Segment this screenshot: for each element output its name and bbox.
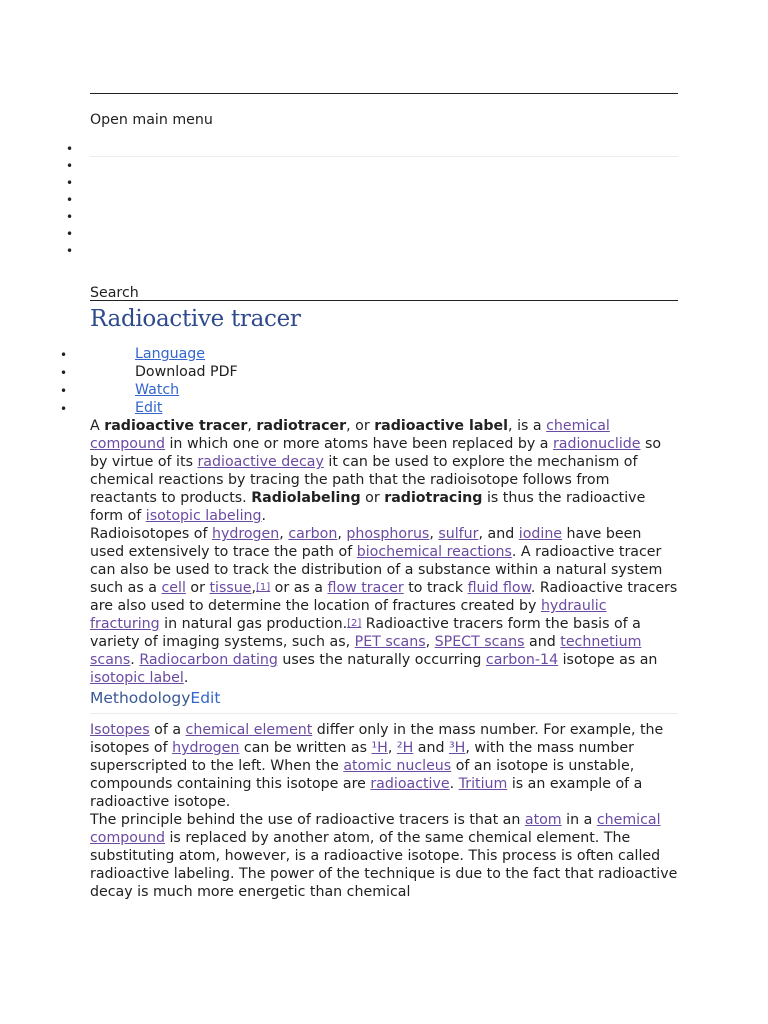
link-isotopes[interactable]: Isotopes xyxy=(90,722,150,738)
link-radiocarbon-dating[interactable]: Radiocarbon dating xyxy=(139,652,278,668)
link-atom[interactable]: atom xyxy=(524,812,562,828)
link-tritium[interactable]: Tritium xyxy=(458,776,508,792)
link-iodine[interactable]: iodine xyxy=(518,526,563,542)
lead-paragraph: A radioactive tracer, radiotracer, or radioactive label, is a chemical compound in which one or more atoms have been replaced by a radionuclide so by virtue of its radioactive decay it can be used to explore the mechanism of chemical reactions by tracing the path that the radioisotope follows from reactants to products. Radiolabeling or radiotracing is thus the radioactive form of isotopic labeling. xyxy=(90,418,662,524)
menu-list-item[interactable] xyxy=(0,191,10,208)
action-watch xyxy=(0,381,238,399)
action-language xyxy=(0,345,238,363)
section-heading-methodology: MethodologyEdit xyxy=(90,689,221,707)
menu-list-item[interactable] xyxy=(0,140,10,157)
menu-list-item[interactable] xyxy=(0,157,10,174)
link-chemical-element[interactable]: chemical element xyxy=(185,722,313,738)
page-title: Radioactive tracer xyxy=(90,306,301,332)
link-sulfur[interactable]: sulfur xyxy=(438,526,479,542)
link-tritium-symbol[interactable]: ³H xyxy=(448,740,466,756)
link-radioactive[interactable]: radioactive xyxy=(370,776,450,792)
action-edit xyxy=(0,399,238,417)
edit-link[interactable]: Edit xyxy=(135,400,163,416)
link-hydrogen-2[interactable]: hydrogen xyxy=(172,740,240,756)
link-isotopic-label[interactable]: isotopic label xyxy=(90,670,184,686)
link-flow-tracer[interactable]: flow tracer xyxy=(327,580,404,596)
watch-link[interactable]: Watch xyxy=(135,382,180,398)
menu-divider xyxy=(90,156,678,157)
link-cell[interactable]: cell xyxy=(161,580,186,596)
link-protium[interactable]: ¹H xyxy=(371,740,388,756)
search-input[interactable]: Search xyxy=(90,285,139,301)
link-isotopic-labeling[interactable]: isotopic labeling xyxy=(145,508,262,524)
link-technetium-scans[interactable]: technetium scans xyxy=(90,634,642,668)
isotopes-paragraph: Isotopes of a chemical element differ only in the mass number. For example, the isotopes of hydrogen can be written as ¹H, ²H and ³H, with the mass number superscripted to the left. When the atomic nucleus of an isotope is unstable, compounds containing this isotope are radioactive. Tritium is an example of a radioactive isotope. xyxy=(90,722,664,810)
link-biochemical-reactions[interactable]: biochemical reactions xyxy=(356,544,512,560)
link-deuterium[interactable]: ²H xyxy=(396,740,414,756)
reference-1[interactable]: [1] xyxy=(256,582,271,593)
open-main-menu-button[interactable]: Open main menu xyxy=(90,112,213,128)
link-hydrogen[interactable]: hydrogen xyxy=(211,526,280,542)
link-carbon-14[interactable]: carbon-14 xyxy=(485,652,559,668)
link-phosphorus[interactable]: phosphorus xyxy=(346,526,430,542)
link-tissue[interactable]: tissue xyxy=(209,580,252,596)
link-hydraulic-fracturing[interactable]: hydraulic fracturing xyxy=(90,598,607,632)
uses-paragraph: Radioisotopes of hydrogen, carbon, phosphorus, sulfur, and iodine have been used extensively to trace the path of biochemical reactions. A radioactive tracer can also be used to track the distribution of a substance within a natural system such as a cell or tissue,[1] or as a flow tracer to track fluid flow. Radioactive tracers are also used to determine the location of fractures created by hydraulic fracturing in natural gas production.[2] Radioactive tracers form the basis of a variety of imaging systems, such as, PET scans, SPECT scans and technetium scans. Radiocarbon dating uses the naturally occurring carbon-14 isotope as an isotopic label. xyxy=(90,526,678,686)
menu-list-item[interactable] xyxy=(0,208,10,225)
section-edit-link[interactable]: Edit xyxy=(190,689,221,707)
action-download-pdf[interactable] xyxy=(0,363,238,381)
link-spect-scans[interactable]: SPECT scans xyxy=(434,634,525,650)
page-actions xyxy=(0,345,238,417)
main-menu-list xyxy=(0,140,10,259)
article-body xyxy=(90,417,678,901)
link-chemical-compound[interactable]: chemical compound xyxy=(90,418,610,452)
section-divider xyxy=(90,713,678,714)
link-carbon[interactable]: carbon xyxy=(288,526,338,542)
link-fluid-flow[interactable]: fluid flow xyxy=(467,580,531,596)
download-pdf-label[interactable]: Download PDF xyxy=(135,364,238,380)
menu-list-item[interactable] xyxy=(0,242,10,259)
link-pet-scans[interactable]: PET scans xyxy=(354,634,426,650)
link-atomic-nucleus[interactable]: atomic nucleus xyxy=(343,758,452,774)
header-top-rule xyxy=(90,93,678,94)
reference-2[interactable]: [2] xyxy=(347,618,362,629)
search-underline xyxy=(90,300,678,301)
language-link[interactable]: Language xyxy=(135,346,206,362)
menu-list-item[interactable] xyxy=(0,174,10,191)
menu-list-item[interactable] xyxy=(0,225,10,242)
link-radioactive-decay[interactable]: radioactive decay xyxy=(197,454,324,470)
link-chemical-compound-2[interactable]: chemical compound xyxy=(90,812,661,846)
link-radionuclide[interactable]: radionuclide xyxy=(552,436,641,452)
principle-paragraph: The principle behind the use of radioactive tracers is that an atom in a chemical compound is replaced by another atom, of the same chemical element. The substituting atom, however, is a radioactive isotope. This process is often called radioactive labeling. The power of the technique is due to the fact that radioactive decay is much more energetic than chemical xyxy=(90,812,678,900)
